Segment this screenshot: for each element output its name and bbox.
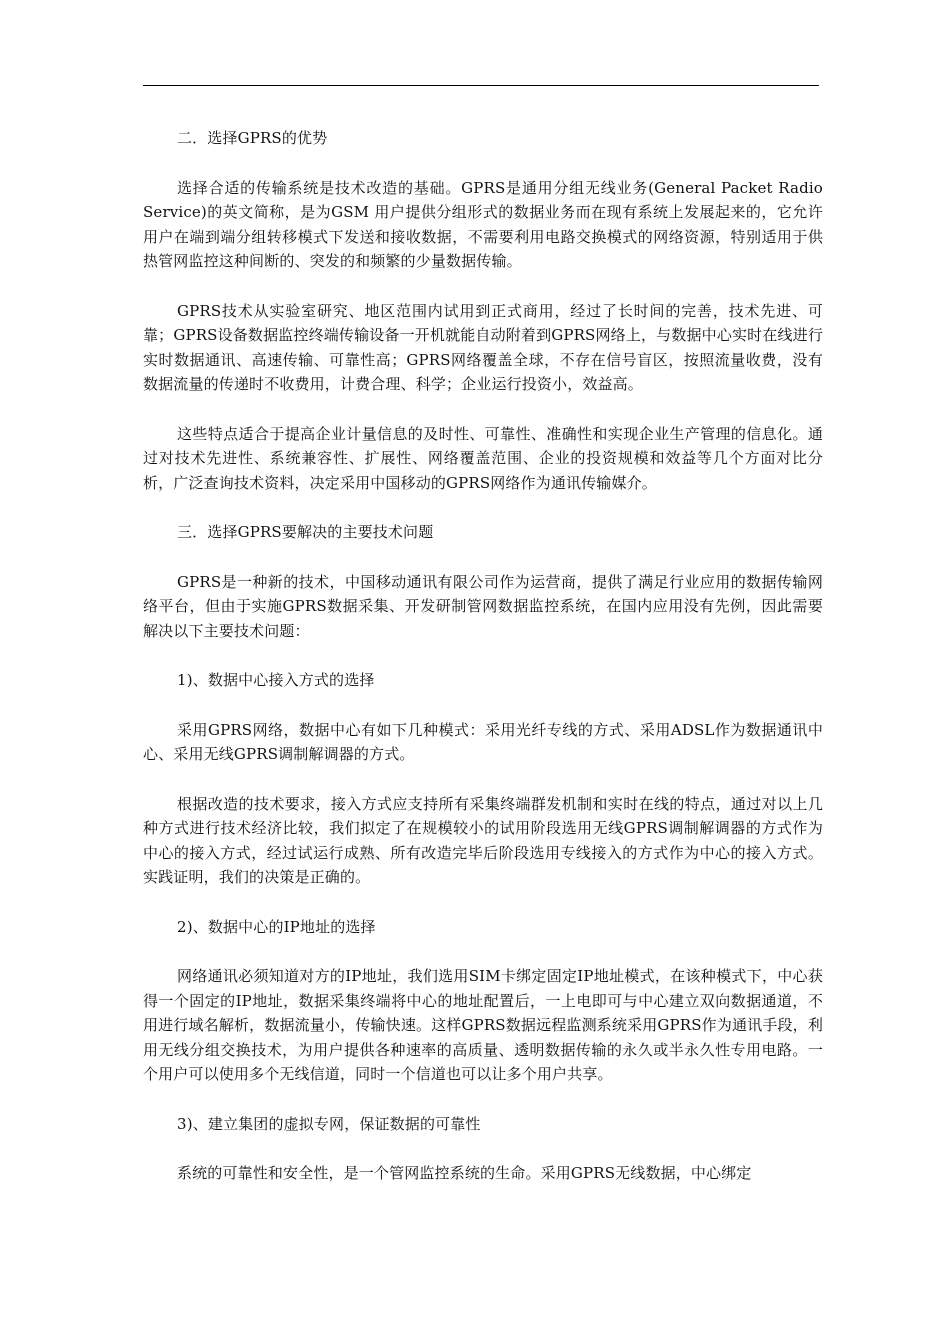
paragraph: 选择合适的传输系统是技术改造的基础。GPRS是通用分组无线业务(General Packet Radio Service)的英文简称，是为GSM 用户提供分组形式的数据业务而在现有系统上发展起来的，它允许用户在端到端分组转移模式下发送和接收数据，不需要利用电路交换模式的网络资源，特别适用于供热管网监控这种间断的、突发的和频繁的少量数据传输。 bbox=[143, 178, 823, 270]
subsection-heading-1: 1)、数据中心接入方式的选择 bbox=[177, 671, 375, 689]
paragraph: 系统的可靠性和安全性，是一个管网监控系统的生命。采用GPRS无线数据，中心绑定 bbox=[177, 1164, 752, 1182]
document-body bbox=[143, 126, 823, 1186]
paragraph: 采用GPRS网络，数据中心有如下几种模式：采用光纤专线的方式、采用ADSL作为数据通讯中心、采用无线GPRS调制解调器的方式。 bbox=[143, 720, 823, 763]
header-rule bbox=[143, 85, 819, 86]
paragraph: 这些特点适合于提高企业计量信息的及时性、可靠性、准确性和实现企业生产管理的信息化。通过对技术先进性、系统兼容性、扩展性、网络覆盖范围、企业的投资规模和效益等几个方面对比分析，广泛查询技术资料，决定采用中国移动的GPRS网络作为通讯传输媒介。 bbox=[143, 424, 823, 492]
paragraph: 网络通讯必须知道对方的IP地址，我们选用SIM卡绑定固定IP地址模式，在该种模式下，中心获得一个固定的IP地址，数据采集终端将中心的地址配置后，一上电即可与中心建立双向数据通道，不用进行域名解析，数据流量小，传输快速。这样GPRS数据远程监测系统采用GPRS作为通讯手段，利用无线分组交换技术，为用户提供各种速率的高质量、透明数据传输的永久或半永久性专用电路。一个用户可以使用多个无线信道，同时一个信道也可以让多个用户共享。 bbox=[143, 967, 823, 1083]
paragraph: GPRS技术从实验室研究、地区范围内试用到正式商用，经过了长时间的完善，技术先进、可靠；GPRS设备数据监控终端传输设备一开机就能自动附着到GPRS网络上，与数据中心实时在线进行实时数据通讯、高速传输、可靠性高；GPRS网络覆盖全球，不存在信号盲区，按照流量收费，没有数据流量的传递时不收费用，计费合理、科学；企业运行投资小，效益高。 bbox=[143, 301, 823, 393]
subsection-heading-2: 2)、数据中心的IP地址的选择 bbox=[177, 917, 376, 936]
section-heading-3: 三．选择GPRS要解决的主要技术问题 bbox=[177, 523, 434, 541]
subsection-heading-3: 3)、建立集团的虚拟专网，保证数据的可靠性 bbox=[177, 1114, 481, 1133]
paragraph: 根据改造的技术要求，接入方式应支持所有采集终端群发机制和实时在线的特点，通过对以上几种方式进行技术经济比较，我们拟定了在规模较小的试用阶段选用无线GPRS调制解调器的方式作为中心的接入方式，经过试运行成熟、所有改造完毕后阶段选用专线接入的方式作为中心的接入方式。实践证明，我们的决策是正确的。 bbox=[143, 794, 823, 886]
paragraph: GPRS是一种新的技术，中国移动通讯有限公司作为运营商，提供了满足行业应用的数据传输网络平台，但由于实施GPRS数据采集、开发研制管网数据监控系统，在国内应用没有先例，因此需要解决以下主要技术问题： bbox=[143, 572, 823, 640]
section-heading-2: 二．选择GPRS的优势 bbox=[177, 129, 328, 147]
